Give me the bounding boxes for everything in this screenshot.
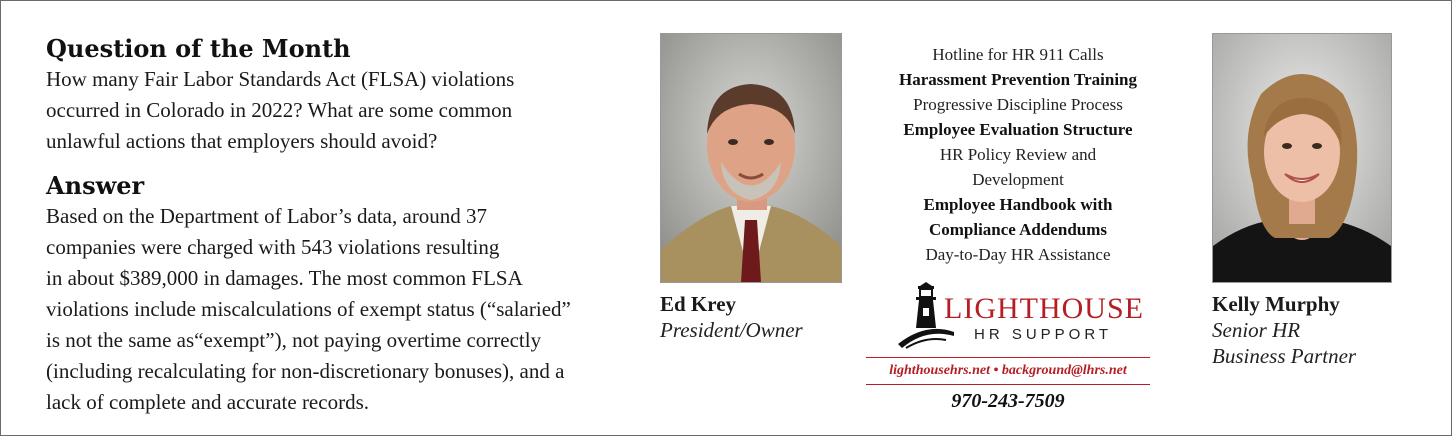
ed-krey-caption [660, 291, 803, 343]
kelly-murphy-role-line1: Senior HR [1212, 318, 1301, 342]
phone-number[interactable]: 970-243-7509 [951, 390, 1065, 412]
services-list [868, 42, 1168, 267]
service-item: Harassment Prevention Training [899, 70, 1137, 89]
kelly-murphy-caption [1212, 291, 1412, 369]
service-item: Compliance Addendums [928, 220, 1108, 239]
service-item: HR Policy Review and [939, 145, 1097, 164]
ed-krey-name: Ed Krey [660, 292, 737, 316]
kelly-murphy-name: Kelly Murphy [1212, 292, 1340, 316]
kelly-murphy-photo [1212, 33, 1392, 283]
question-title: Question of the Month [46, 34, 351, 63]
logo-subtitle: HR SUPPORT [974, 326, 1113, 343]
service-item: Employee Evaluation Structure [903, 120, 1133, 139]
question-text: How many Fair Labor Standards Act (FLSA) violations occurred in Colorado in 2022? What are some common unlawful actions that employers should avoid? [46, 67, 515, 153]
contact-links[interactable]: lighthousehrs.net • background@lhrs.net [866, 357, 1150, 385]
kelly-murphy-role-line2: Business Partner [1212, 344, 1357, 368]
ed-krey-role: President/Owner [660, 318, 803, 342]
answer-text: Based on the Department of Labor’s data, around 37 companies were charged with 543 violations resulting in about $389,000 in damages. The most common FLSA violations include miscalculations of exempt status (“salaried” is not the same as“exempt”), not paying overtime correctly (including recalculating for non-discretionary bonuses), and a lack of complete and accurate records. [46, 204, 571, 414]
ed-krey-photo [660, 33, 842, 283]
logo-wordmark: LIGHTHOUSE [944, 292, 1144, 325]
service-item: Day-to-Day HR Assistance [925, 245, 1111, 264]
service-item: Progressive Discipline Process [913, 95, 1123, 114]
answer-title: Answer [46, 171, 145, 200]
lighthouse-logo [896, 282, 1156, 352]
qa-section [46, 34, 626, 418]
service-item: Hotline for HR 911 Calls [932, 45, 1104, 64]
service-item: Development [972, 170, 1064, 189]
service-item: Employee Handbook with [923, 195, 1113, 214]
